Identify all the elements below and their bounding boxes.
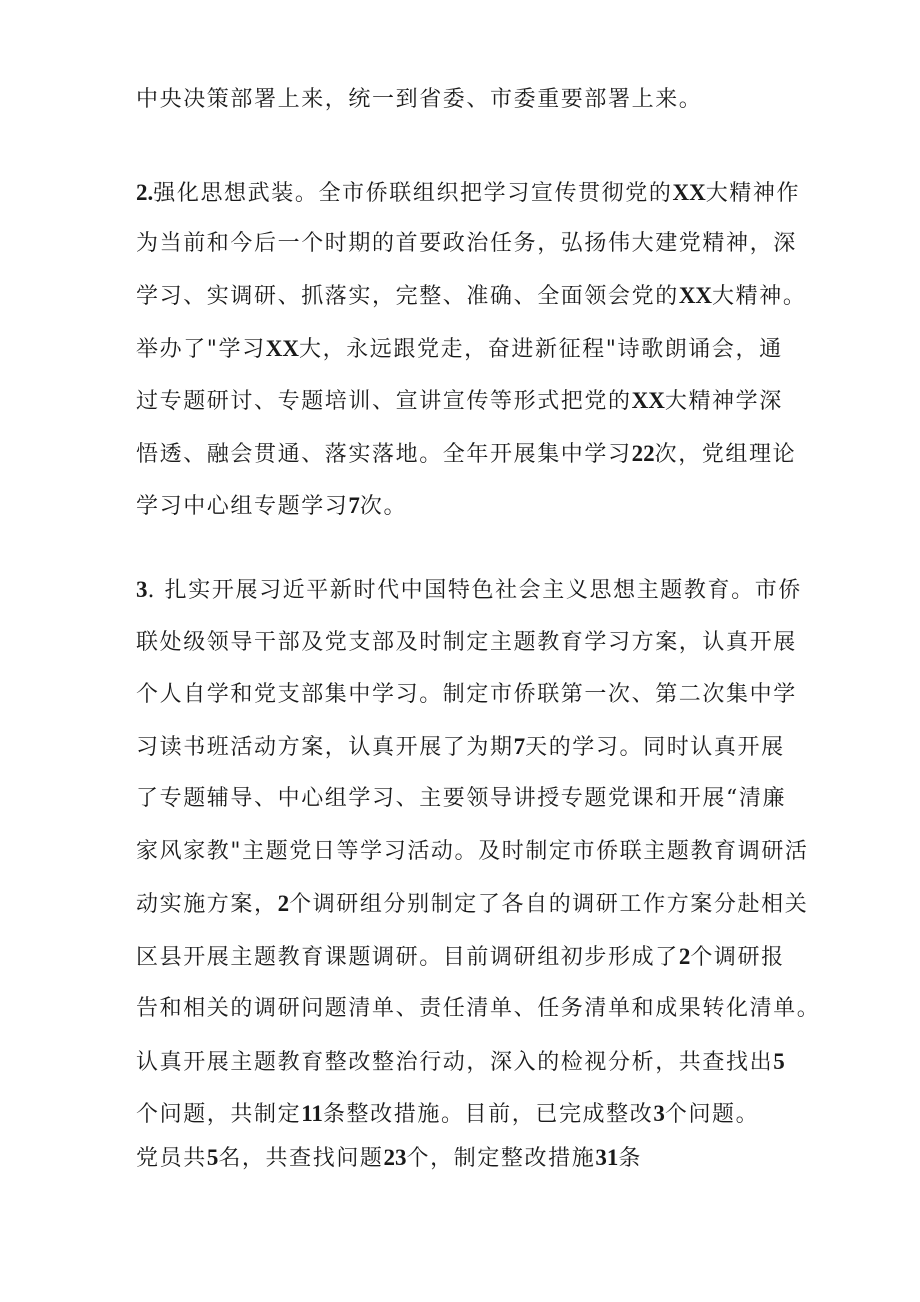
text-line	[136, 994, 820, 1024]
text-run: 家风家教"主题党日等学习活动。及时制定市侨联主题教育调研活	[136, 839, 809, 864]
text-run: 强化思想武装。全市侨联组织把学习宣传贯彻党的	[153, 181, 673, 206]
text-line	[136, 229, 797, 259]
text-run: 条	[618, 1146, 642, 1171]
text-line	[136, 439, 796, 470]
text-run: 过专题研讨、专题培训、宣讲宣传等形式把党的	[136, 389, 632, 414]
text-run: 大，永远跟党走，奋进新征程"诗歌朗诵会，通	[298, 337, 783, 362]
text-run: 次。	[359, 494, 408, 519]
text-run: 党员共	[136, 1146, 207, 1171]
text-run: 个调研报	[690, 945, 785, 970]
text-run: 个问题，共制定	[136, 1102, 302, 1127]
text-run: 悟透、融会贯通、落实落地。全年开展集中学习	[136, 442, 632, 467]
text-run: 联处级领导干部及党支部及时制定主题教育学习方案，认真开展	[136, 630, 797, 655]
text-run: 了专题辅导、中心组学习、主要领导讲授专题党课和开展“清廉	[136, 786, 787, 811]
bold-figure: XX	[672, 180, 706, 205]
text-run: 大精神。	[712, 284, 807, 309]
text-line	[136, 386, 783, 417]
bold-figure: 5	[206, 1145, 219, 1170]
bold-figure: 11	[301, 1101, 323, 1126]
text-line	[136, 628, 797, 658]
text-line	[136, 178, 800, 209]
bold-figure: 23	[383, 1145, 407, 1170]
text-line	[136, 1143, 642, 1174]
text-run: 中央决策部署上来，统一到省委、市委重要部署上来。	[136, 87, 703, 112]
bold-figure: 2.	[136, 180, 154, 205]
text-run: 认真开展主题教育整改整治行动，深入的检视分析，共查找出	[136, 1050, 774, 1075]
text-run: 大精神作	[705, 181, 801, 206]
text-line	[136, 732, 785, 763]
text-line	[136, 889, 808, 920]
text-run: 区县开展主题教育课题调研。目前调研组初步形成了	[136, 945, 679, 970]
text-run: 次，党组理论	[654, 442, 797, 467]
text-run: 条整改措施。目前，已完成整改	[322, 1102, 654, 1127]
text-run: 学习、实调研、抓落实，完整、准确、全面领会党的	[136, 284, 679, 309]
text-line	[136, 784, 786, 814]
bold-figure: 3	[653, 1101, 665, 1126]
text-run: 个人自学和党支部集中学习。制定市侨联第一次、第二次集中学	[136, 682, 797, 707]
bold-figure: 2	[678, 944, 691, 969]
bold-figure: 3	[136, 577, 148, 602]
text-run: 习读书班活动方案，认真开展了为期	[136, 735, 514, 760]
text-run: 动实施方案，	[136, 892, 278, 917]
text-run: 告和相关的调研问题清单、责任清单、任务清单和成果转化清单。	[136, 996, 821, 1021]
text-run: 大精神学深	[664, 389, 783, 414]
text-line	[136, 942, 785, 973]
text-run: 天的学习。同时认真开展	[525, 735, 785, 760]
bold-figure: XX	[631, 388, 665, 413]
text-line	[136, 281, 806, 312]
text-run: 学习中心组专题学习	[136, 494, 349, 519]
text-line	[136, 1047, 785, 1078]
text-run: 个，制定整改措施	[406, 1146, 596, 1171]
text-run: 个问题。	[664, 1102, 760, 1127]
text-run: 为当前和今后一个时期的首要政治任务，弘扬伟大建党精神，深	[136, 231, 797, 256]
text-line	[136, 491, 407, 522]
text-line	[136, 680, 797, 710]
text-line	[136, 85, 702, 115]
bold-figure: XX	[678, 283, 713, 308]
bold-figure: 22	[631, 441, 655, 466]
text-line	[136, 837, 809, 867]
bold-figure: 5	[773, 1049, 785, 1074]
text-run: 个调研组分别制定了各自的调研工作方案分赴相关	[289, 892, 809, 917]
bold-figure: XX	[265, 336, 299, 361]
text-line	[136, 334, 783, 365]
text-run: 举办了"学习	[136, 337, 266, 362]
bold-figure: 7	[348, 493, 360, 518]
bold-figure: 31	[595, 1145, 619, 1170]
text-run: 名，共查找问题	[218, 1146, 384, 1171]
text-line	[136, 575, 802, 606]
bold-figure: 2	[277, 891, 290, 916]
text-line	[136, 1099, 759, 1130]
bold-figure: 7	[513, 734, 526, 759]
text-run: . 扎实开展习近平新时代中国特色社会主义思想主题教育。市侨	[147, 578, 802, 603]
